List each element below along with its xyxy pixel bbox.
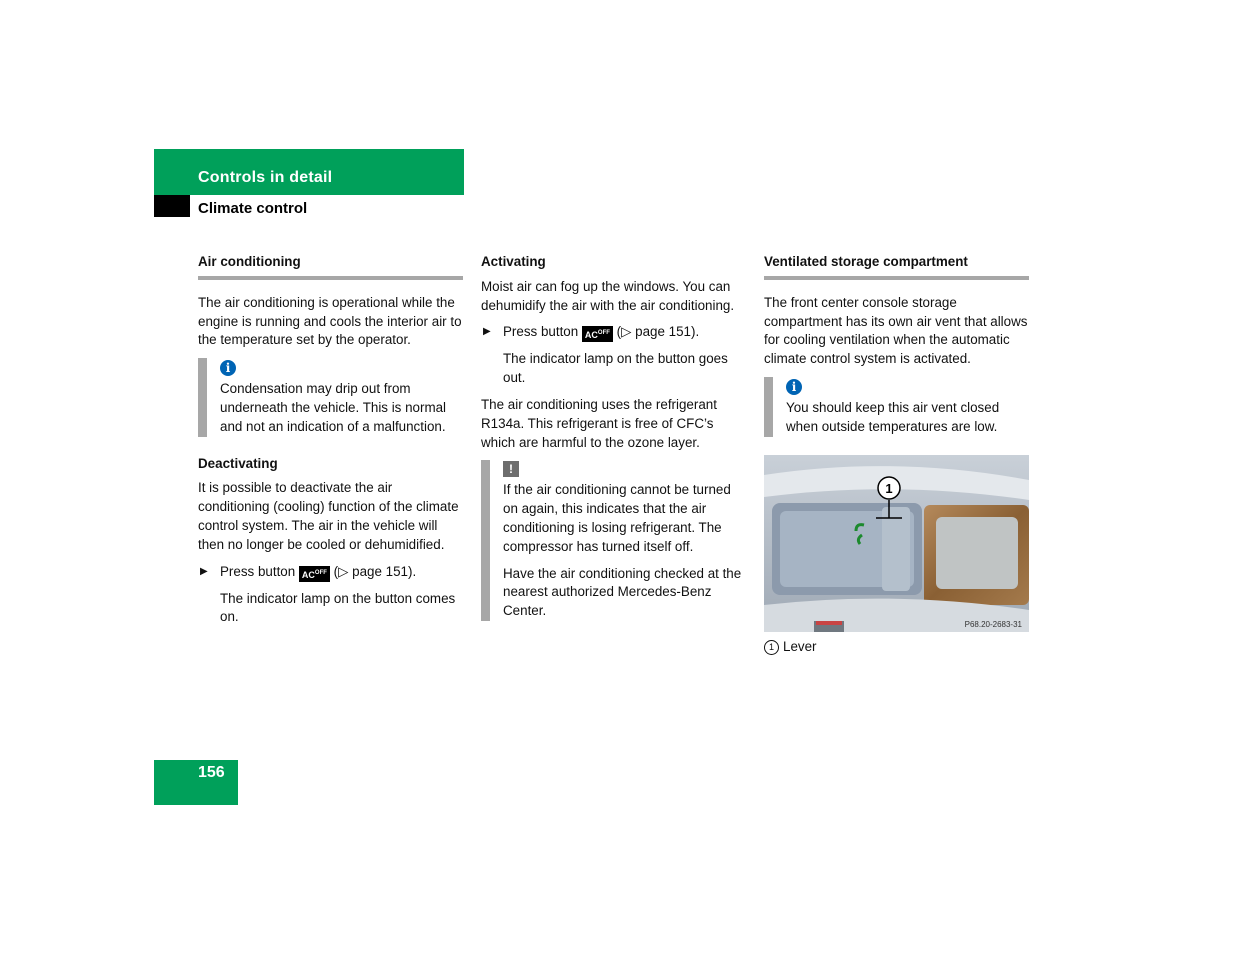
step-suffix: (▷ page 151).: [333, 563, 417, 579]
activating-step: [481, 323, 745, 342]
warning-icon: !: [503, 461, 519, 477]
heading-deactivating: Deactivating: [198, 455, 278, 471]
ventilated-storage-intro: The front center console storage compartment has its own air vent that allows for cooling ventilation when the automatic climate control system is activated.: [764, 294, 1028, 367]
heading-ventilated-storage: Ventilated storage compartment: [764, 253, 1029, 280]
column-air-conditioning: [198, 253, 463, 635]
info-note-text: You should keep this air vent closed when outside temperatures are low.: [786, 399, 1000, 434]
step-prefix: Press button: [503, 324, 579, 340]
info-icon: i: [786, 379, 802, 395]
warning-note: [481, 460, 745, 621]
subsection-marker: [154, 195, 190, 217]
deactivating-result: The indicator lamp on the button comes on.: [220, 590, 456, 625]
ac-off-button-icon: $AC^{OFF}$: [582, 326, 613, 342]
heading-activating: Activating: [481, 254, 546, 269]
info-note: [764, 377, 1029, 437]
callout-1-label: 1: [885, 480, 893, 496]
activating-intro: Moist air can fog up the windows. You can dehumidify the air with the air conditioning.: [481, 278, 735, 313]
heading-air-conditioning: Air conditioning: [198, 253, 463, 280]
refrigerant-text: The air conditioning uses the refrigerant R134a. This refrigerant is free of CFC’s which are harmful to the ozone layer.: [481, 396, 717, 450]
deactivating-text: It is possible to deactivate the air conditioning (cooling) function of the climate control system. The air in the vehicle will then no longer be cooled or dehumidified.: [198, 480, 459, 552]
page-number: 156: [198, 764, 225, 781]
bullet-icon: ▶: [483, 326, 491, 338]
ac-off-button-icon: $AC^{OFF}$: [299, 566, 330, 582]
deactivating-step: [198, 563, 463, 582]
step-prefix: Press button: [220, 563, 296, 579]
figure-code: P68.20-2683-31: [964, 619, 1022, 629]
console-photo: [764, 455, 1029, 632]
bullet-icon: ▶: [200, 565, 208, 577]
activating-result: The indicator lamp on the button goes out.: [503, 351, 728, 386]
air-conditioning-intro: The air conditioning is operational while the engine is running and cools the interior air to the temperature set by the operator.: [198, 294, 462, 348]
warning-text-1: If the air conditioning cannot be turned on again, this indicates that the air conditioning is losing refrigerant. The compressor has turned itself off.: [503, 482, 731, 554]
warning-text-2: Have the air conditioning checked at the nearest authorized Mercedes-Benz Center.: [503, 565, 742, 619]
figure-caption: [764, 638, 1029, 657]
info-icon: i: [220, 360, 236, 376]
step-suffix: (▷ page 151).: [616, 324, 700, 340]
subsection-title: Climate control: [198, 200, 308, 217]
page-number-box: [154, 760, 238, 805]
caption-number: 1: [764, 640, 779, 655]
caption-text: Lever: [783, 638, 817, 654]
column-ventilated-storage: [764, 253, 1029, 656]
info-note: [198, 358, 463, 436]
info-note-text: Condensation may drip out from underneath the vehicle. This is normal and not an indication of a malfunction.: [220, 381, 447, 434]
section-title: Controls in detail: [198, 169, 333, 186]
column-activating: [481, 253, 745, 639]
